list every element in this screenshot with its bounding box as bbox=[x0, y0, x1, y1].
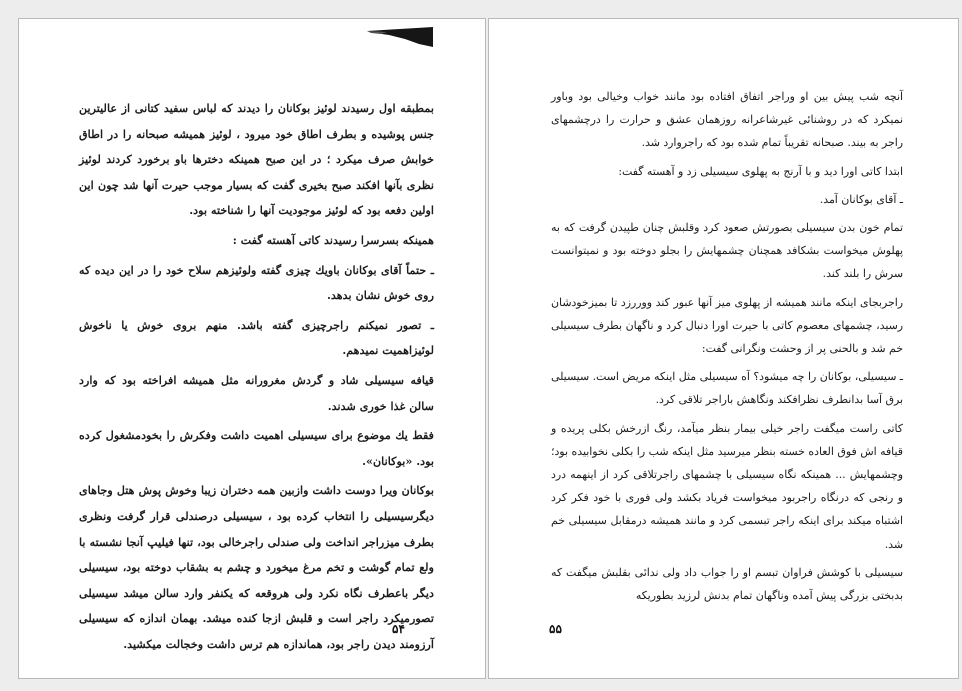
paragraph: ـ سیسیلی، بوکانان را چه میشود؟ آه سیسیلی مثل اینکه مریض است. سیسیلی برق آسا بدانطرف نظرافکند ونگاهش باراجر تلاقی کرد. bbox=[551, 370, 903, 407]
paragraph: کاتی راست میگفت راجر خیلی بیمار بنظر میآمد، رنگ ازرخش بکلی پریده و قیافه اش فوق العاده خسته بنظر میرسید مثل اینکه شب را بکلی نخوابیده بود؛ وچشمهایش ... همینکه نگاه سیسیلی با چشمهای راجرتلاقی کرد از اینهمه درد و رنجی که درنگاه راجربود میخواست فریاد بکشد ولی فوری با خود فکر کرد اشتباه میکند برای اینکه راجر تبسمی کرد و مانند همیشه درمقابل سیسیلی خم شد. bbox=[551, 421, 903, 551]
paragraph: قیافه سیسیلی شاد و گردش مغرورانه مثل همیشه افراخته بود که وارد سالن غذا خوری شدند. bbox=[79, 372, 434, 413]
paragraph: ـ حتماً آقای بوکانان باویك چیزی گفته ولوئیزهم سلاح خود را در این دیده که روی خوش نشان بدهد. bbox=[79, 262, 434, 303]
paragraph: همینکه بسرسرا رسیدند کاتی آهسته گفت : bbox=[232, 232, 434, 247]
paragraph: فقط یك موضوع برای سیسیلی اهمیت داشت وفکرش را بخودمشغول کرده بود. «بوکانان». bbox=[79, 428, 434, 468]
paragraph: آنچه شب پیش بین او وراجر اتفاق افتاده بود مانند خواب وخیالی بود وباور نمیکرد که در روشنائی غیرشاعرانه روزهمان عشق و حرارت را درچشمهای راجر به بیند. صبحانه تقریباً تمام شده بود که راجروارد شد. bbox=[551, 90, 903, 150]
page-number: ۵۴ bbox=[392, 622, 405, 636]
paragraph: راجربجای اینکه مانند همیشه از پهلوی میز آنها عبور کند ووررزد تا بمیزخودشان رسید، چشمهای معصوم کاتی با حیرت اورا دنبال کرد و ناگهان بطرف سیسیلی خم شد و بالحنی پر از وحشت ونگرانی گفت: bbox=[551, 295, 903, 356]
paragraph: ابتدا کاتی اورا دید و با آرنج به پهلوی سیسیلی زد و آهسته گفت: bbox=[618, 164, 903, 178]
scan-shadow-mark bbox=[367, 27, 433, 47]
right-page-text bbox=[551, 85, 903, 612]
paragraph: بمطبقه اول رسیدند لوئیز بوکانان را دیدند که لباس سفید کتانی از عالیترین جنس پوشیده و بطرف اطاق خود میرود ، لوئیز همیشه صبحانه را در اطاق خوابش صرف میکرد ؛ در این صبح همینکه دخترها باو برخورد کردند لوئیز نظری بآنها افکند صبح بخیری گفت که بسیار موجب حیرت آنها شد چون این اولین دفعه بود که لوئیز موجودیت آنها را شناخته بود. bbox=[79, 101, 434, 218]
right-page bbox=[489, 19, 958, 678]
left-page-text bbox=[79, 96, 434, 661]
left-page bbox=[19, 19, 485, 678]
paragraph: ـ تصور نمیکنم راجرچیزی گفته باشد. منهم بروی خوش یا ناخوش لوئیزاهمیت نمیدهم. bbox=[79, 317, 434, 358]
page-number: ۵۵ bbox=[549, 622, 562, 636]
paragraph: بوکانان ویرا دوست داشت وازبین همه دختران زیبا وخوش پوش هتل وجاهای دیگرسیسیلی را انتخاب کرده بود ، سیسیلی درصندلی قرار گرفت ونظری بطرف میزراجر انداخت ولی صندلی راجرخالی بود، تنها فیلیپ آنجا نشسته با ولع تمام گوشت و تخم مرغ میخورد و چشم به بشقاب دوخته بود، سیسیلی دیگر باعطرف نگاه نکرد ولی هروقعه که یکنفر وارد سالن میشد سیسیلی تصورمیکرد راجر است و قلبش ازجا کنده میشد. بهمان اندازه که سیسیلی آرزومند دیدن راجر بود، هماندازه هم ترس داشت وخجالت میکشید. bbox=[79, 483, 434, 651]
paragraph: سیسیلی با کوشش فراوان تبسم او را جواب داد ولی ندائی بقلبش میگفت که بدبختی بزرگی پیش آمده وناگهان تمام بدنش لرزید بطوریکه bbox=[551, 565, 903, 603]
paragraph: تمام خون بدن سیسیلی بصورتش صعود کرد وقلبش چنان طپیدن گرفت که به پهلوش میخواست بشکافد همچنان چشمهایش را بجلو دوخته بود و نمیتوانست سرش را بلند کند. bbox=[551, 221, 903, 281]
paragraph: ـ آقای بوکانان آمد. bbox=[819, 192, 903, 206]
